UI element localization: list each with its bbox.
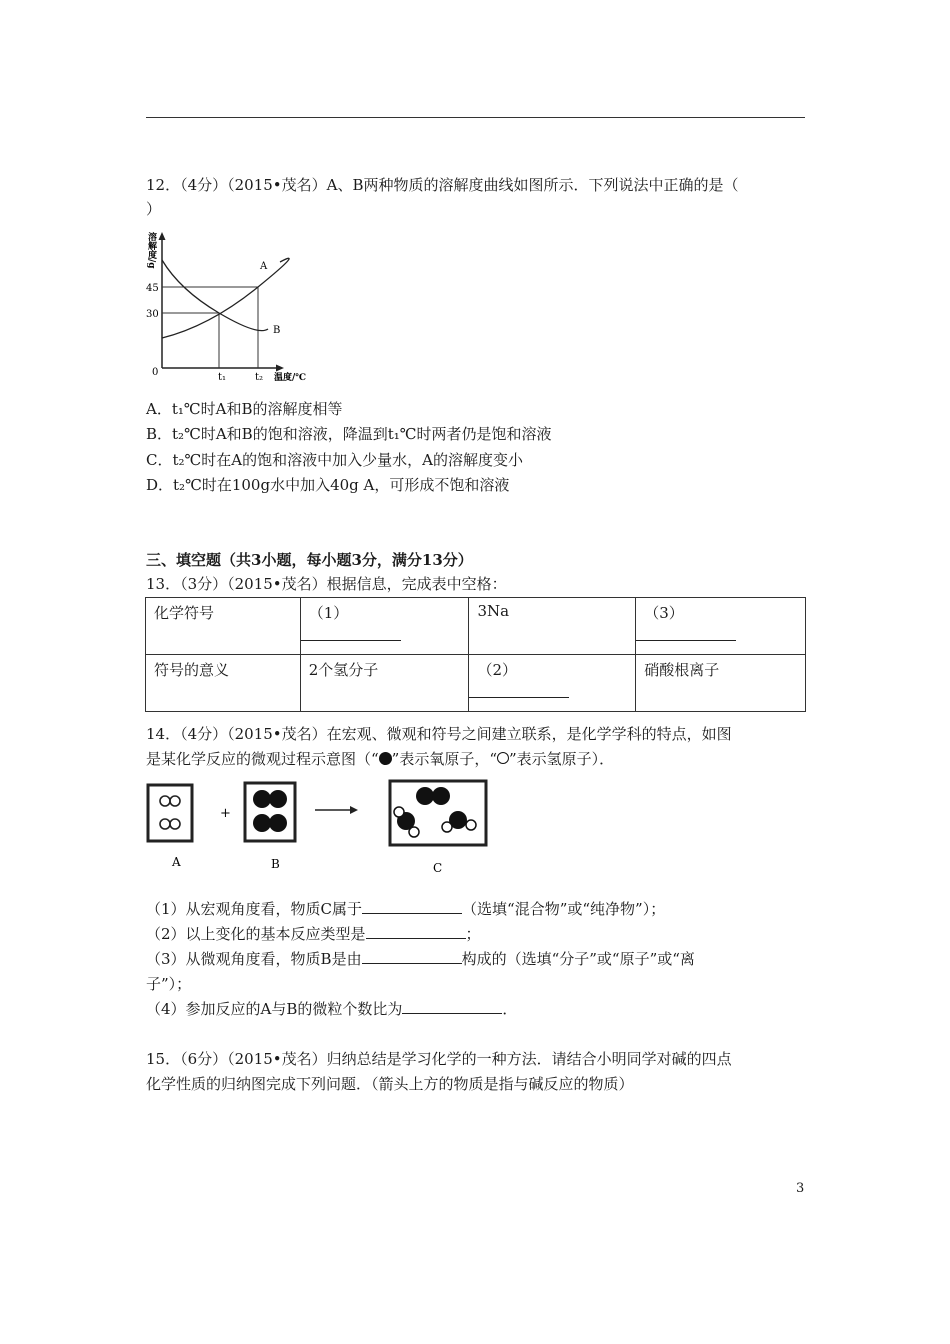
y-tick-30: 30 bbox=[146, 309, 159, 320]
answer-blank[interactable] bbox=[402, 999, 502, 1014]
q14-stem-2c: ”表示氢原子）． bbox=[509, 750, 615, 768]
answer-blank[interactable] bbox=[362, 899, 462, 914]
label-a: A bbox=[172, 855, 181, 869]
label-b: B bbox=[271, 857, 280, 871]
q14-stem-2a: 是某化学反应的微观过程示意图（“ bbox=[146, 750, 379, 768]
q14-sub3-cont: 子”）； bbox=[146, 975, 192, 993]
q15-line-2: 化学性质的归纳图完成下列问题．（箭头上方的物质是指与碱反应的物质） bbox=[146, 1075, 634, 1093]
table-cell bbox=[636, 598, 806, 655]
answer-blank[interactable] bbox=[366, 924, 466, 939]
graph-ylabel: 溶解度/g bbox=[146, 232, 156, 269]
q14-sub4 bbox=[146, 999, 517, 1019]
q14-sub1-tail: （选填“混合物”或“纯净物”）； bbox=[462, 900, 666, 918]
curve-a bbox=[162, 258, 289, 338]
reaction-diagram bbox=[140, 775, 500, 880]
curve-b bbox=[162, 260, 268, 331]
answer-blank[interactable] bbox=[362, 949, 462, 964]
table-cell bbox=[146, 598, 301, 655]
cell-text: （2） bbox=[477, 661, 518, 679]
cell-text: 化学符号 bbox=[154, 604, 215, 622]
q14-sub2-text: （2）以上变化的基本反应类型是 bbox=[146, 925, 366, 943]
q14-sub3-tail: 构成的（选填“分子”或“原子”或“离 bbox=[461, 950, 695, 968]
hydrogen-atom-icon bbox=[497, 752, 509, 764]
label-c: C bbox=[433, 861, 443, 875]
table-cell bbox=[146, 655, 301, 712]
q14-sub4-text: （4）参加反应的A与B的微粒个数比为 bbox=[146, 1000, 403, 1018]
cell-text: 符号的意义 bbox=[154, 661, 230, 679]
x-axis-arrow bbox=[276, 365, 284, 372]
curve-a-label: A bbox=[260, 261, 268, 272]
q13-stem: 13．（3分）（2015•茂名）根据信息，完成表中空格： bbox=[146, 575, 507, 593]
table-cell bbox=[469, 598, 636, 655]
page-number: 3 bbox=[796, 1181, 805, 1196]
table-row bbox=[146, 655, 806, 712]
o2-molecules bbox=[253, 790, 287, 832]
answer-blank-3[interactable] bbox=[636, 640, 736, 641]
x-tick-t1: t₁ bbox=[218, 372, 227, 383]
graph-origin: 0 bbox=[152, 367, 159, 378]
table-cell bbox=[469, 655, 636, 712]
q12-option-b: B．t₂℃时A和B的饱和溶液，降温到t₁℃时两者仍是饱和溶液 bbox=[146, 425, 552, 443]
q14-sub1 bbox=[146, 899, 665, 919]
graph-xlabel: 温度/℃ bbox=[274, 373, 307, 383]
q14-sub3 bbox=[146, 949, 695, 969]
x-tick-t2: t₂ bbox=[255, 372, 264, 383]
y-axis-arrow bbox=[159, 232, 166, 240]
q13-table bbox=[145, 597, 806, 712]
h2-molecules bbox=[160, 796, 180, 829]
header-rule bbox=[146, 117, 805, 118]
box-b bbox=[245, 783, 295, 841]
q12-stem: 12．（4分）（2015•茂名）A、B两种物质的溶解度曲线如图所示．下列说法中正确的是（ bbox=[146, 176, 739, 194]
q15-line-1: 15．（6分）（2015•茂名）归纳总结是学习化学的一种方法．请结合小明同学对碱的四点 bbox=[146, 1050, 732, 1068]
q12-option-a: A．t₁℃时A和B的溶解度相等 bbox=[146, 400, 343, 418]
cell-text: 3Na bbox=[477, 602, 510, 620]
q14-sub4-tail: ． bbox=[502, 1000, 518, 1018]
q14-stem-2 bbox=[146, 749, 614, 769]
solubility-graph bbox=[140, 222, 330, 387]
product-molecules bbox=[394, 787, 476, 837]
cell-text: 硝酸根离子 bbox=[644, 661, 720, 679]
curve-b-label: B bbox=[273, 325, 281, 336]
section-title: 三、填空题（共3小题，每小题3分，满分13分） bbox=[146, 551, 473, 569]
q12-option-c: C．t₂℃时在A的饱和溶液中加入少量水，A的溶解度变小 bbox=[146, 451, 523, 469]
cell-text: （3） bbox=[644, 604, 684, 622]
plus-sign: + bbox=[220, 806, 231, 821]
q14-sub2 bbox=[146, 924, 481, 944]
table-cell bbox=[300, 655, 469, 712]
cell-text: 2个氢分子 bbox=[308, 661, 379, 679]
answer-blank-2[interactable] bbox=[469, 697, 569, 698]
table-cell bbox=[636, 655, 806, 712]
table-row bbox=[146, 598, 806, 655]
q14-sub1-text: （1）从宏观角度看，物质C属于 bbox=[146, 900, 363, 918]
q14-stem-1: 14．（4分）（2015•茂名）在宏观、微观和符号之间建立联系，是化学学科的特点，如图 bbox=[146, 725, 732, 743]
y-tick-45: 45 bbox=[146, 283, 159, 294]
oxygen-atom-icon bbox=[379, 752, 392, 765]
answer-blank-1[interactable] bbox=[301, 640, 401, 641]
table-cell bbox=[300, 598, 469, 655]
arrow-head bbox=[350, 806, 358, 814]
q14-stem-2b: ”表示氧原子，“ bbox=[391, 750, 498, 768]
q14-sub2-tail: ； bbox=[465, 925, 481, 943]
cell-text: （1） bbox=[308, 604, 349, 622]
q12-option-d: D．t₂℃时在100g水中加入40g A，可形成不饱和溶液 bbox=[146, 476, 510, 494]
q14-sub3-text: （3）从微观角度看，物质B是由 bbox=[146, 950, 362, 968]
box-a bbox=[148, 785, 192, 841]
q12-stem-close: ） bbox=[146, 200, 162, 218]
